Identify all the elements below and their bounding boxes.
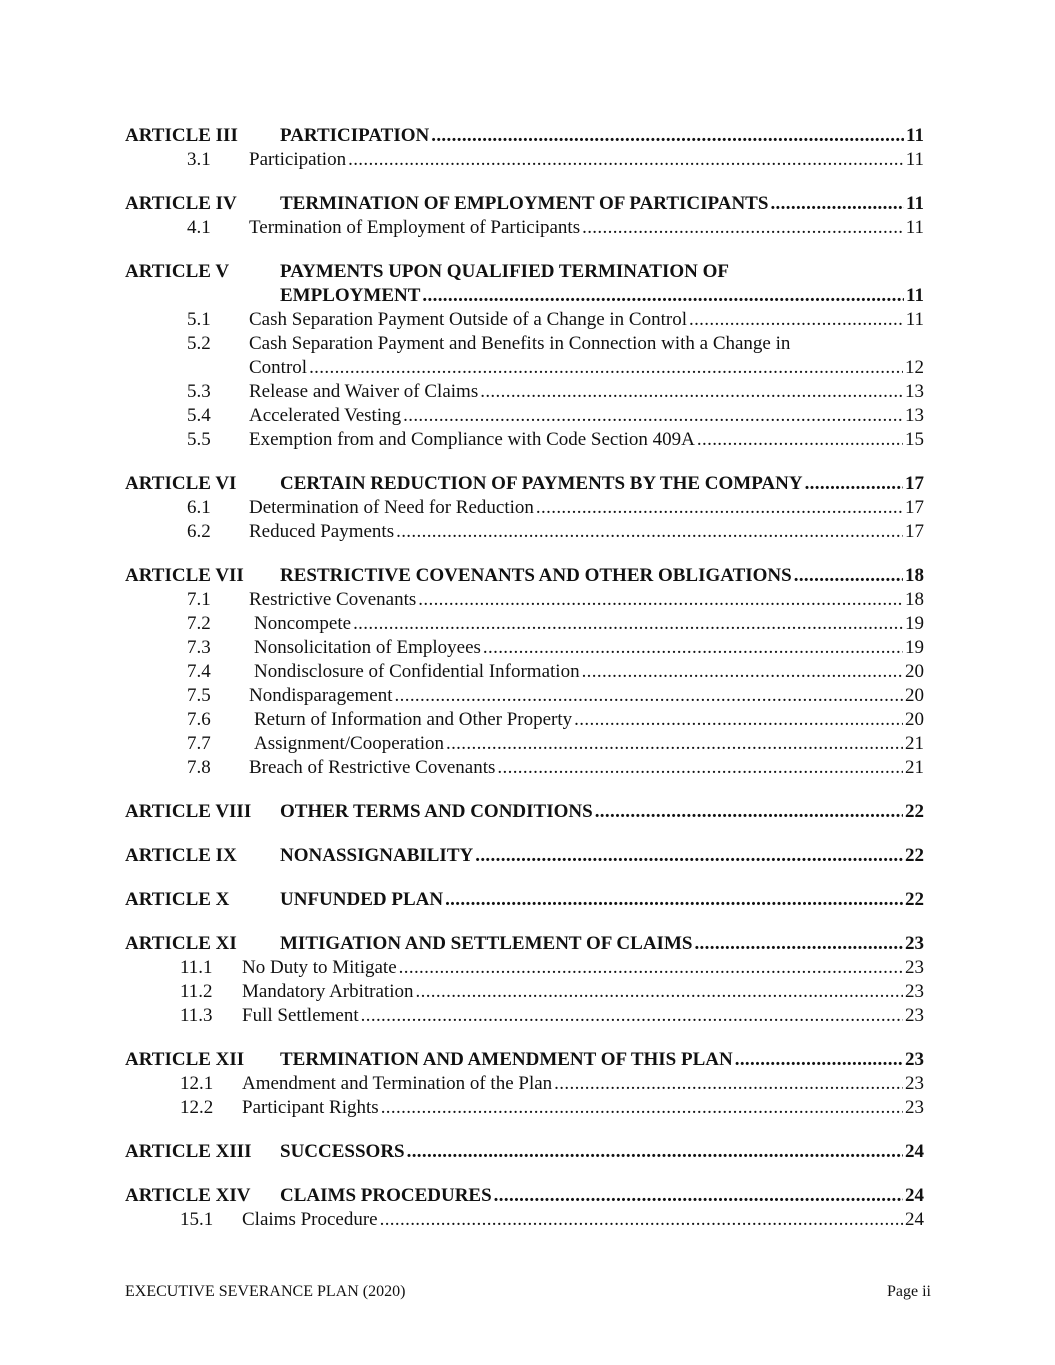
toc-section-7-4[interactable]: 7.4 Nondisclosure of Confidential Information . . . 20 <box>125 660 924 684</box>
toc-article-11[interactable]: ARTICLE XI MITIGATION AND SETTLEMENT OF CLAIMS . . . 23 <box>125 932 924 956</box>
toc-section-11-1[interactable]: 11.1 No Duty to Mitigate . . . 23 <box>125 956 924 980</box>
toc-section-7-7[interactable]: 7.7 Assignment/Cooperation . . . 21 <box>125 732 924 756</box>
toc-section-5-1[interactable]: 5.1 Cash Separation Payment Outside of a Change in Control . . . 11 <box>125 308 924 332</box>
toc-section-12-1[interactable]: 12.1 Amendment and Termination of the Plan . . . 23 <box>125 1072 924 1096</box>
toc-article-14[interactable]: ARTICLE XIV CLAIMS PROCEDURES . . . 24 <box>125 1184 924 1208</box>
toc-article-4[interactable]: ARTICLE IV TERMINATION OF EMPLOYMENT OF PARTICIPANTS . . . 11 <box>125 192 924 216</box>
table-of-contents <box>125 124 924 1232</box>
toc-section-11-3[interactable]: 11.3 Full Settlement . . . 23 <box>125 1004 924 1028</box>
toc-section-12-2[interactable]: 12.2 Participant Rights . . . 23 <box>125 1096 924 1120</box>
toc-section-5-4[interactable]: 5.4 Accelerated Vesting . . . 13 <box>125 404 924 428</box>
toc-article-9[interactable]: ARTICLE IX NONASSIGNABILITY . . . 22 <box>125 844 924 868</box>
footer-page-number: Page ii <box>887 1283 931 1300</box>
toc-section-7-2[interactable]: 7.2 Noncompete . . . 19 <box>125 612 924 636</box>
toc-section-5-2[interactable]: 5.2 Cash Separation Payment and Benefits in Connection with a Change in <box>187 333 791 354</box>
toc-section-5-3[interactable]: 5.3 Release and Waiver of Claims . . . 13 <box>125 380 924 404</box>
toc-article-5[interactable]: ARTICLE V PAYMENTS UPON QUALIFIED TERMINATION OF <box>125 261 730 282</box>
toc-article-5-continued[interactable]: EMPLOYMENT . . . 11 <box>125 284 924 308</box>
toc-section-7-8[interactable]: 7.8 Breach of Restrictive Covenants . . . 21 <box>125 756 924 780</box>
toc-section-7-1[interactable]: 7.1 Restrictive Covenants . . . 18 <box>125 588 924 612</box>
toc-article-6[interactable]: ARTICLE VI CERTAIN REDUCTION OF PAYMENTS BY THE COMPANY . . . 17 <box>125 472 924 496</box>
toc-section-7-5[interactable]: 7.5 Nondisparagement . . . 20 <box>125 684 924 708</box>
footer-document-title: EXECUTIVE SEVERANCE PLAN (2020) <box>125 1283 406 1300</box>
toc-section-6-2[interactable]: 6.2 Reduced Payments . . . 17 <box>125 520 924 544</box>
toc-article-7[interactable]: ARTICLE VII RESTRICTIVE COVENANTS AND OTHER OBLIGATIONS . . . 18 <box>125 564 924 588</box>
toc-article-8[interactable]: ARTICLE VIII OTHER TERMS AND CONDITIONS . . . 22 <box>125 800 924 824</box>
toc-article-12[interactable]: ARTICLE XII TERMINATION AND AMENDMENT OF THIS PLAN . . . 23 <box>125 1048 924 1072</box>
toc-section-4-1[interactable]: 4.1 Termination of Employment of Participants . . . 11 <box>125 216 924 240</box>
toc-section-7-6[interactable]: 7.6 Return of Information and Other Property . . . 20 <box>125 708 924 732</box>
toc-article-13[interactable]: ARTICLE XIII SUCCESSORS . . . 24 <box>125 1140 924 1164</box>
toc-article-3[interactable]: ARTICLE III PARTICIPATION . . . 11 <box>125 124 924 148</box>
toc-section-3-1[interactable]: 3.1 Participation . . . 11 <box>125 148 924 172</box>
toc-article-10[interactable]: ARTICLE X UNFUNDED PLAN . . . 22 <box>125 888 924 912</box>
toc-section-5-5[interactable]: 5.5 Exemption from and Compliance with Code Section 409A . . . 15 <box>125 428 924 452</box>
toc-section-15-1[interactable]: 15.1 Claims Procedure . . . 24 <box>125 1208 924 1232</box>
toc-section-11-2[interactable]: 11.2 Mandatory Arbitration . . . 23 <box>125 980 924 1004</box>
toc-section-7-3[interactable]: 7.3 Nonsolicitation of Employees . . . 19 <box>125 636 924 660</box>
toc-section-5-2-continued[interactable]: Control . . . 12 <box>125 356 924 380</box>
toc-section-6-1[interactable]: 6.1 Determination of Need for Reduction . . . 17 <box>125 496 924 520</box>
page-footer <box>125 1283 931 1301</box>
